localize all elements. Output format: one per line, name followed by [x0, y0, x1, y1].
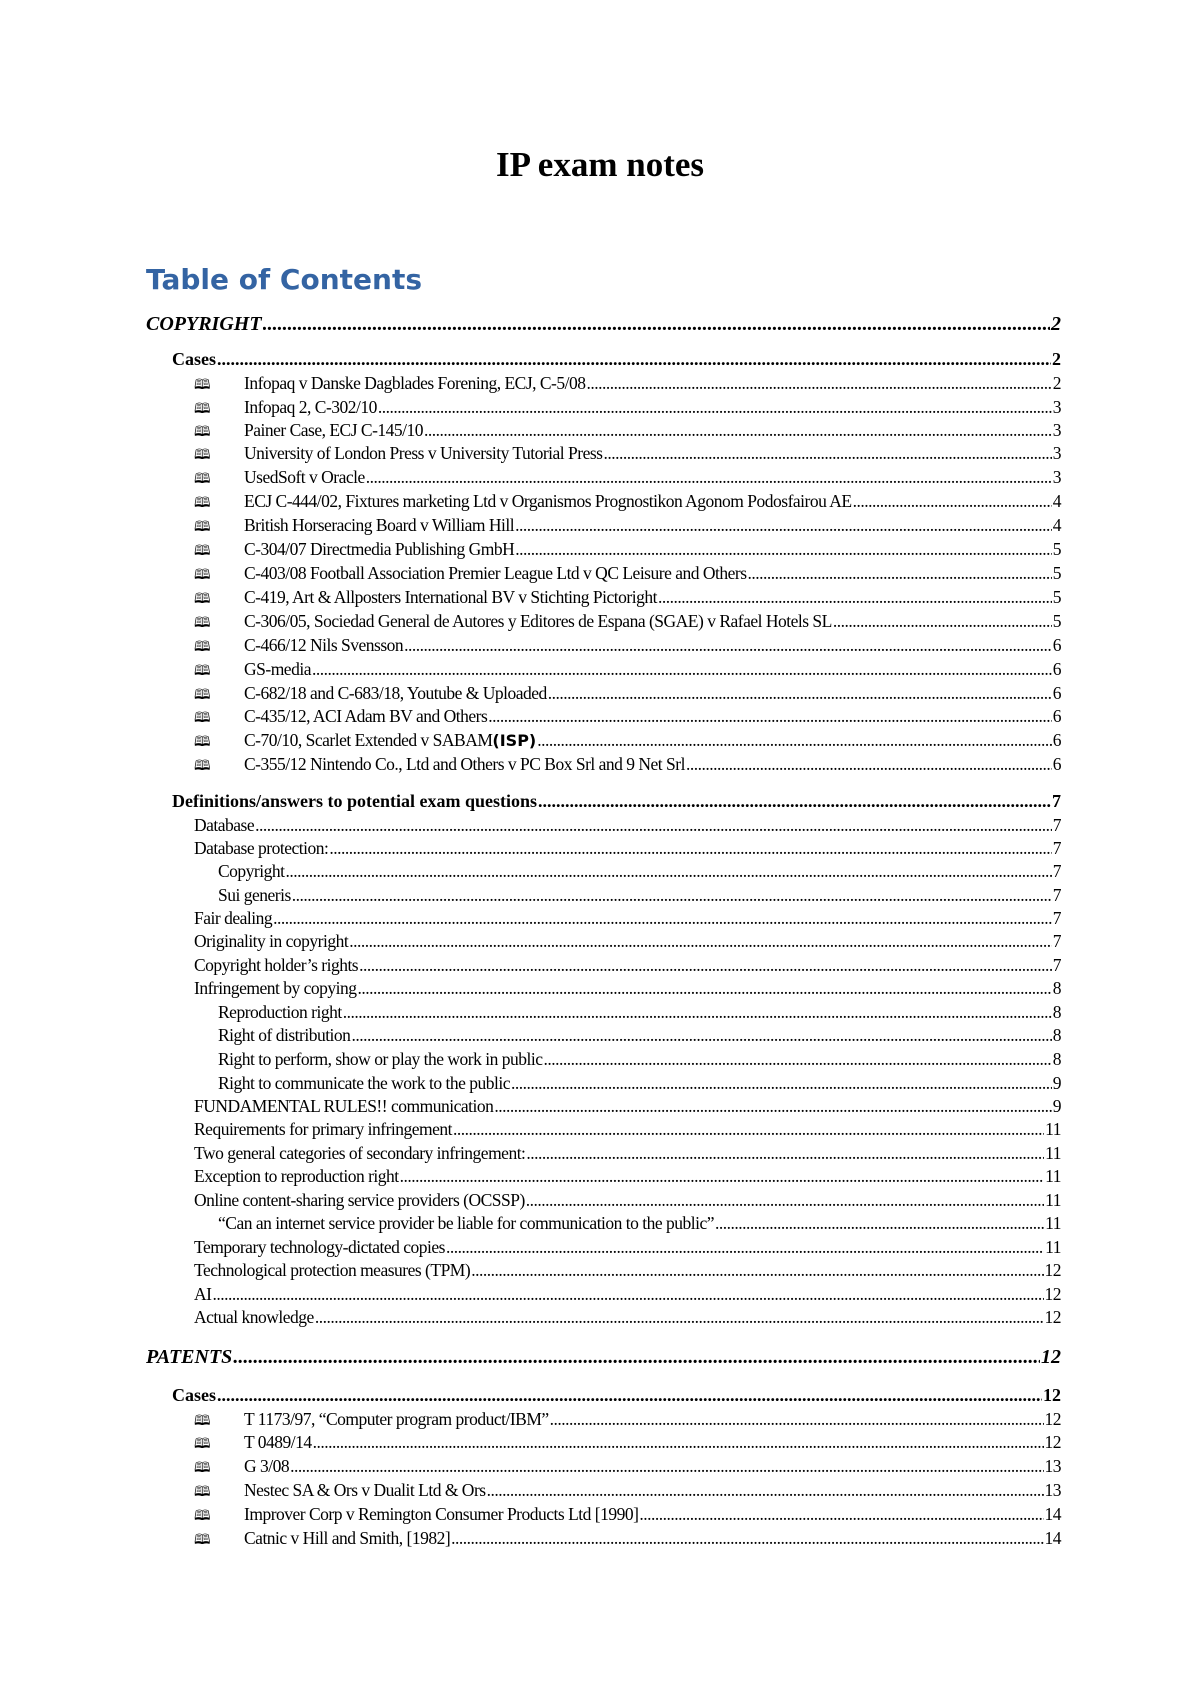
dot-leader — [292, 885, 1052, 906]
toc-page-number: 6 — [1052, 683, 1061, 703]
toc-entry-title: Temporary technology-dictated copies — [194, 1237, 445, 1257]
dot-leader — [400, 1166, 1044, 1187]
dot-leader — [515, 539, 1052, 560]
dot-leader — [359, 955, 1052, 976]
toc-page-number: 2 — [1052, 349, 1061, 369]
toc-entry-title: Database protection: — [194, 838, 329, 858]
dot-leader — [515, 515, 1052, 536]
toc-entry-title: C-304/07 Directmedia Publishing GmbH — [244, 539, 515, 559]
toc-entry-title: C-355/12 Nintendo Co., Ltd and Others v PC Box Srl and 9 Net Srl — [244, 754, 685, 774]
dot-leader — [471, 1260, 1043, 1281]
toc-page-number: 6 — [1052, 754, 1061, 774]
toc-entry-title: C-403/08 Football Association Premier League Ltd v QC Leisure and Others — [244, 563, 747, 583]
toc-entry-title: C-70/10, Scarlet Extended v SABAM — [244, 730, 493, 750]
toc-entry-title: Requirements for primary infringement — [194, 1119, 453, 1139]
dot-leader — [378, 397, 1052, 418]
dot-leader — [366, 467, 1052, 488]
dot-leader — [255, 815, 1052, 836]
dot-leader — [351, 1025, 1051, 1046]
dot-leader — [424, 420, 1052, 441]
toc-page-number: 11 — [1045, 1237, 1061, 1257]
dot-leader — [273, 908, 1052, 929]
toc-page-number: 8 — [1052, 1049, 1061, 1069]
toc-entry[interactable] — [194, 1284, 1061, 1305]
toc-page-number: 13 — [1044, 1480, 1061, 1500]
toc-entry-title: C-419, Art & Allposters International BV v Stichting Pictoright — [244, 587, 657, 607]
dot-leader — [343, 1002, 1052, 1023]
dot-leader — [639, 1504, 1043, 1525]
toc-entry-title: ECJ C-444/02, Fixtures marketing Ltd v Organismos Prognostikon Agonom Podosfairou AE — [244, 491, 852, 511]
book-icon: 🕮 — [194, 1484, 211, 1500]
book-icon: 🕮 — [194, 424, 211, 440]
toc-entry-title: C-682/18 and C-683/18, Youtube & Uploaded — [244, 683, 547, 703]
dot-leader — [715, 1213, 1044, 1234]
toc-page-number: 7 — [1052, 815, 1061, 835]
toc-page-number: 2 — [1051, 313, 1061, 335]
toc-page-number: 3 — [1052, 467, 1061, 487]
dot-leader — [217, 349, 1051, 370]
dot-leader — [537, 730, 1052, 751]
toc-page-number: 11 — [1045, 1143, 1061, 1163]
toc-page-number: 14 — [1044, 1504, 1061, 1524]
dot-leader — [526, 1143, 1044, 1164]
book-icon: 🕮 — [194, 1436, 211, 1452]
dot-leader — [686, 754, 1052, 775]
dot-leader — [487, 1480, 1044, 1501]
toc-entry[interactable] — [194, 908, 1061, 929]
toc-entry[interactable] — [194, 420, 1061, 445]
dot-leader — [587, 373, 1052, 394]
book-icon: 🕮 — [194, 447, 211, 463]
toc-entry-title: Reproduction right — [218, 1002, 342, 1022]
book-icon: 🕮 — [194, 1413, 211, 1429]
dot-leader — [217, 1385, 1042, 1406]
toc-entry[interactable] — [146, 1346, 1061, 1369]
toc-page-number: 14 — [1044, 1528, 1061, 1548]
toc-entry[interactable] — [194, 443, 1061, 468]
toc-page-number: 8 — [1052, 978, 1061, 998]
dot-leader — [263, 313, 1050, 336]
toc-entry-title: British Horseracing Board v William Hill — [244, 515, 515, 535]
toc-page-number: 11 — [1045, 1166, 1061, 1186]
toc-entry-title: Technological protection measures (TPM) — [194, 1260, 471, 1280]
book-icon: 🕮 — [194, 471, 211, 487]
toc-page-number: 7 — [1052, 791, 1061, 811]
toc-entry-title: Copyright — [218, 861, 285, 881]
toc-entry-title: PATENTS — [146, 1346, 233, 1368]
toc-entry-title: Right of distribution — [218, 1025, 351, 1045]
toc-page-number: 7 — [1052, 908, 1061, 928]
toc-entry[interactable] — [194, 931, 1061, 952]
toc-page-number: 11 — [1045, 1190, 1061, 1210]
dot-leader — [511, 1073, 1052, 1094]
toc-entry-title: Infopaq 2, C-302/10 — [244, 397, 377, 417]
toc-entry[interactable] — [194, 373, 1061, 398]
toc-entry[interactable] — [194, 1456, 1061, 1481]
toc-entry[interactable] — [194, 563, 1061, 588]
toc-entry-title: Infopaq v Danske Dagblades Forening, ECJ, C-5/08 — [244, 373, 586, 393]
dot-leader — [349, 931, 1052, 952]
toc-entry[interactable] — [146, 313, 1061, 336]
dot-leader — [233, 1346, 1040, 1369]
toc-entry[interactable] — [194, 635, 1061, 660]
dot-leader — [453, 1119, 1044, 1140]
dot-leader — [658, 587, 1052, 608]
dot-leader — [313, 1432, 1044, 1453]
toc-entry-title: AI — [194, 1284, 212, 1304]
dot-leader — [494, 1096, 1051, 1117]
dot-leader — [212, 1284, 1043, 1305]
book-icon: 🕮 — [194, 567, 211, 583]
book-icon: 🕮 — [194, 1532, 211, 1548]
toc-page-number: 4 — [1052, 491, 1061, 511]
toc-entry[interactable] — [194, 539, 1061, 564]
toc-entry[interactable] — [194, 1237, 1061, 1258]
dot-leader — [538, 791, 1051, 812]
book-icon: 🕮 — [194, 639, 211, 655]
dot-leader — [604, 443, 1052, 464]
toc-page-number: 5 — [1052, 563, 1061, 583]
dot-leader — [285, 861, 1051, 882]
toc-entry[interactable] — [194, 1307, 1061, 1328]
toc-entry[interactable] — [194, 1432, 1061, 1457]
book-icon: 🕮 — [194, 377, 211, 393]
toc-page-number: 13 — [1044, 1456, 1061, 1476]
toc-entry-title: T 1173/97, “Computer program product/IBM” — [244, 1409, 549, 1429]
toc-entry[interactable] — [218, 1213, 1061, 1234]
toc-entry-title: G 3/08 — [244, 1456, 290, 1476]
toc-entry-title: C-466/12 Nils Svensson — [244, 635, 404, 655]
toc-entry-title: Painer Case, ECJ C-145/10 — [244, 420, 424, 440]
toc-entry[interactable] — [194, 515, 1061, 540]
toc-page-number: 3 — [1052, 397, 1061, 417]
toc-entry[interactable] — [194, 1528, 1061, 1553]
book-icon: 🕮 — [194, 495, 211, 511]
toc-page-number: 6 — [1052, 730, 1061, 750]
book-icon: 🕮 — [194, 615, 211, 631]
toc-entry-title: Cases — [172, 349, 216, 369]
toc-entry[interactable] — [194, 1166, 1061, 1187]
toc-page-number: 3 — [1052, 420, 1061, 440]
dot-leader — [526, 1190, 1044, 1211]
toc-entry[interactable] — [194, 955, 1061, 976]
toc-entry-suffix: (ISP) — [492, 731, 537, 750]
toc-entry[interactable] — [218, 1002, 1061, 1023]
dot-leader — [488, 706, 1051, 727]
book-icon: 🕮 — [194, 1460, 211, 1476]
toc-page-number: 12 — [1044, 1284, 1061, 1304]
book-icon: 🕮 — [194, 734, 211, 750]
toc-page-number: 6 — [1052, 706, 1061, 726]
dot-leader — [404, 635, 1052, 656]
toc-entry[interactable] — [194, 467, 1061, 492]
toc-page-number: 12 — [1044, 1307, 1061, 1327]
toc-page-number: 7 — [1052, 838, 1061, 858]
dot-leader — [357, 978, 1051, 999]
toc-entry-title: Database — [194, 815, 255, 835]
toc-entry-title: Nestec SA & Ors v Dualit Ltd & Ors — [244, 1480, 486, 1500]
toc-page-number: 7 — [1052, 931, 1061, 951]
dot-leader — [550, 1409, 1044, 1430]
book-icon: 🕮 — [194, 663, 211, 679]
toc-page-number: 12 — [1044, 1260, 1061, 1280]
toc-entry[interactable] — [194, 659, 1061, 684]
toc-page-number: 11 — [1045, 1119, 1061, 1139]
dot-leader — [290, 1456, 1043, 1477]
dot-leader — [329, 838, 1051, 859]
toc-entry[interactable] — [194, 815, 1061, 836]
toc-page-number: 6 — [1052, 635, 1061, 655]
toc-entry-title: Exception to reproduction right — [194, 1166, 399, 1186]
dot-leader — [748, 563, 1052, 584]
toc-entry-title: “Can an internet service provider be liable for communication to the public” — [218, 1213, 715, 1233]
toc-page-number: 12 — [1044, 1432, 1061, 1452]
toc-entry[interactable] — [194, 1190, 1061, 1211]
toc-entry-title: COPYRIGHT — [146, 313, 262, 335]
toc-entry[interactable] — [194, 1409, 1061, 1434]
toc-page-number: 12 — [1044, 1409, 1061, 1429]
toc-entry-title: University of London Press v University Tutorial Press — [244, 443, 603, 463]
toc-entry[interactable] — [194, 838, 1061, 859]
toc-entry-title: GS-media — [244, 659, 311, 679]
book-icon: 🕮 — [194, 543, 211, 559]
toc-entry[interactable] — [194, 730, 1061, 755]
toc-entry-title: Originality in copyright — [194, 931, 349, 951]
toc-entry-title: Right to perform, show or play the work in public — [218, 1049, 543, 1069]
toc-entry[interactable] — [172, 791, 1061, 812]
toc-entry[interactable] — [218, 861, 1061, 882]
toc-entry-title: C-306/05, Sociedad General de Autores y Editores de Espana (SGAE) v Rafael Hotels SL — [244, 611, 832, 631]
toc-entry[interactable] — [194, 397, 1061, 422]
toc-entry-title: Infringement by copying — [194, 978, 357, 998]
book-icon: 🕮 — [194, 710, 211, 726]
dot-leader — [446, 1237, 1044, 1258]
toc-page-number: 5 — [1052, 611, 1061, 631]
toc-page-number: 8 — [1052, 1025, 1061, 1045]
toc-entry[interactable] — [194, 683, 1061, 708]
toc-entry-title: FUNDAMENTAL RULES!! communication — [194, 1096, 494, 1116]
dot-leader — [833, 611, 1052, 632]
dot-leader — [543, 1049, 1051, 1070]
book-icon: 🕮 — [194, 519, 211, 535]
dot-leader — [451, 1528, 1043, 1549]
toc-entry-title: Improver Corp v Remington Consumer Products Ltd [1990] — [244, 1504, 639, 1524]
toc-entry[interactable] — [194, 706, 1061, 731]
toc-entry[interactable] — [218, 1049, 1061, 1070]
toc-entry-title: Fair dealing — [194, 908, 273, 928]
toc-entry[interactable] — [194, 1480, 1061, 1505]
toc-entry[interactable] — [194, 491, 1061, 516]
toc-entry-title: Cases — [172, 1385, 216, 1405]
toc-page-number: 7 — [1052, 955, 1061, 975]
book-icon: 🕮 — [194, 1508, 211, 1524]
toc-entry-title: Sui generis — [218, 885, 291, 905]
dot-leader — [853, 491, 1052, 512]
toc-entry-title: Right to communicate the work to the public — [218, 1073, 510, 1093]
toc-entry[interactable] — [218, 1025, 1061, 1046]
toc-entry-title: Copyright holder’s rights — [194, 955, 359, 975]
toc-entry-title: Actual knowledge — [194, 1307, 314, 1327]
toc-page-number: 7 — [1052, 885, 1061, 905]
toc-entry-title: Two general categories of secondary infringement: — [194, 1143, 526, 1163]
toc-entry[interactable] — [194, 1504, 1061, 1529]
book-icon: 🕮 — [194, 401, 211, 417]
toc-entry[interactable] — [194, 754, 1061, 779]
toc-entry[interactable] — [218, 1073, 1061, 1094]
toc-heading: Table of Contents — [146, 263, 423, 296]
dot-leader — [312, 659, 1052, 680]
toc-page-number: 8 — [1052, 1002, 1061, 1022]
toc-entry[interactable] — [194, 1096, 1061, 1117]
book-icon: 🕮 — [194, 591, 211, 607]
toc-entry-title: Definitions/answers to potential exam questions — [172, 791, 538, 811]
toc-page-number: 6 — [1052, 659, 1061, 679]
toc-page-number: 9 — [1052, 1096, 1061, 1116]
toc-entry[interactable] — [172, 1385, 1061, 1406]
toc-page-number: 12 — [1043, 1385, 1061, 1405]
toc-entry-title: Online content-sharing service providers (OCSSP) — [194, 1190, 525, 1210]
toc-entry[interactable] — [194, 611, 1061, 636]
dot-leader — [315, 1307, 1044, 1328]
toc-entry[interactable] — [172, 349, 1061, 370]
toc-page-number: 4 — [1052, 515, 1061, 535]
toc-page-number: 2 — [1052, 373, 1061, 393]
toc-page-number: 5 — [1052, 539, 1061, 559]
toc-entry[interactable] — [194, 587, 1061, 612]
toc-page-number: 9 — [1052, 1073, 1061, 1093]
toc-page-number: 5 — [1052, 587, 1061, 607]
toc-entry-title: C-435/12, ACI Adam BV and Others — [244, 706, 488, 726]
dot-leader — [548, 683, 1052, 704]
document-title: IP exam notes — [495, 145, 705, 184]
toc-page-number: 7 — [1052, 861, 1061, 881]
toc-page-number: 3 — [1052, 443, 1061, 463]
toc-page-number: 11 — [1045, 1213, 1061, 1233]
book-icon: 🕮 — [194, 687, 211, 703]
toc-entry[interactable] — [218, 885, 1061, 906]
toc-entry[interactable] — [194, 1143, 1061, 1164]
toc-entry[interactable] — [194, 1119, 1061, 1140]
toc-entry[interactable] — [194, 978, 1061, 999]
toc-entry[interactable] — [194, 1260, 1061, 1281]
book-icon: 🕮 — [194, 758, 211, 774]
toc-entry-title: Catnic v Hill and Smith, [1982] — [244, 1528, 451, 1548]
toc-entry-title: UsedSoft v Oracle — [244, 467, 365, 487]
toc-page-number: 12 — [1041, 1346, 1061, 1368]
toc-entry-title: T 0489/14 — [244, 1432, 312, 1452]
